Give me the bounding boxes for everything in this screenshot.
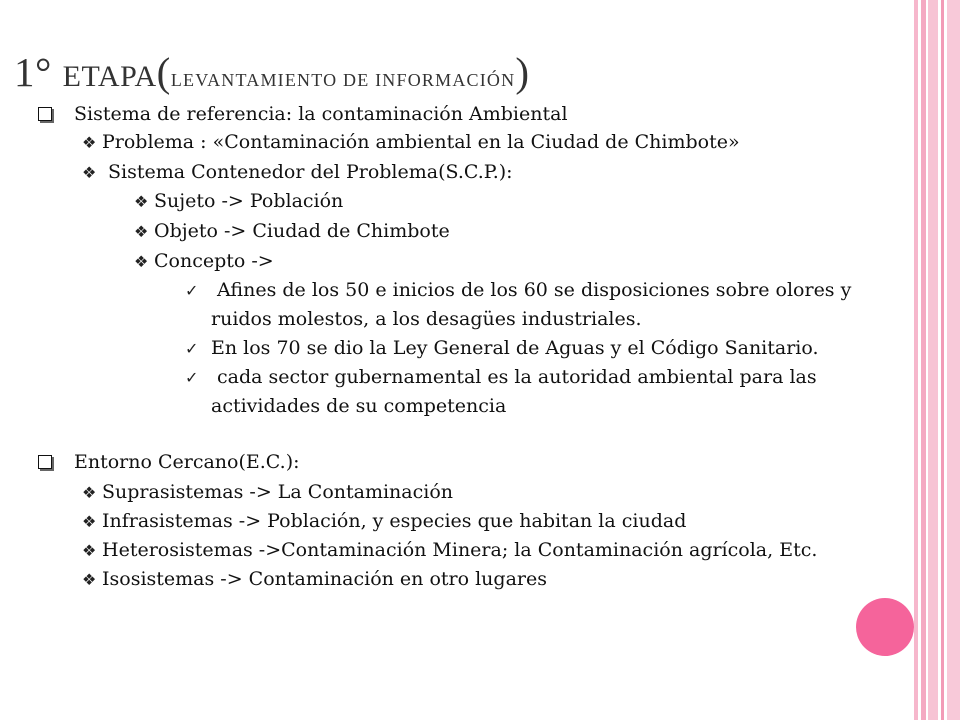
sub-list-item <box>134 189 343 214</box>
list-item-text: Isosistemas -> Contaminación en otro lugares <box>102 568 547 590</box>
check-item-text: cada sector gubernamental es la autoridad ambiental para las <box>211 366 817 388</box>
check-bullet-icon: ✓ <box>185 281 199 300</box>
title-close-paren: ) <box>515 49 530 95</box>
check-bullet-icon: ✓ <box>185 368 199 387</box>
section-heading-text: Entorno Cercano(E.C.): <box>74 451 300 473</box>
sub-list-item-text: Objeto -> Ciudad de Chimbote <box>154 220 450 242</box>
check-item <box>185 278 851 303</box>
list-item <box>82 538 817 563</box>
section-heading-text: Sistema de referencia: la contaminación Ambiental <box>74 103 568 125</box>
sub-list-item-text: Sujeto -> Población <box>154 190 344 212</box>
list-item-text: Sistema Contenedor del Problema(S.C.P.): <box>102 161 513 183</box>
title-subtitle: LEVANTAMIENTO DE INFORMACIÓN <box>170 70 516 90</box>
list-item <box>82 130 740 155</box>
list-item-text: Suprasistemas -> La Contaminación <box>102 481 454 503</box>
section-heading <box>38 450 300 474</box>
check-item-continuation <box>211 394 506 418</box>
check-item <box>185 365 817 390</box>
diamond-bullet-icon: ❖ <box>134 252 149 271</box>
list-item <box>82 160 513 185</box>
diamond-bullet-icon: ❖ <box>82 483 97 502</box>
diamond-bullet-icon: ❖ <box>82 512 97 531</box>
square-bullet-icon <box>38 455 52 469</box>
title-number: 1° <box>14 49 52 95</box>
check-item-text: ruidos molestos, a los desagües industriales. <box>211 308 642 330</box>
list-item <box>82 480 453 505</box>
check-item-text: En los 70 se dio la Ley General de Aguas y el Código Sanitario. <box>211 337 819 359</box>
title-open-paren: ( <box>156 49 171 95</box>
list-item <box>82 509 686 534</box>
diamond-bullet-icon: ❖ <box>82 570 97 589</box>
check-item-text: actividades de su competencia <box>211 395 507 417</box>
section-heading <box>38 102 568 126</box>
check-item-text: Afines de los 50 e inicios de los 60 se disposiciones sobre olores y <box>211 279 852 301</box>
diamond-bullet-icon: ❖ <box>82 163 97 182</box>
check-item <box>185 336 819 361</box>
list-item-text: Problema : «Contaminación ambiental en la Ciudad de Chimbote» <box>102 131 740 153</box>
sub-list-item <box>134 249 274 274</box>
check-bullet-icon: ✓ <box>185 339 199 358</box>
list-item-text: Infrasistemas -> Población, y especies que habitan la ciudad <box>102 510 687 532</box>
square-bullet-icon <box>38 107 52 121</box>
diamond-bullet-icon: ❖ <box>134 222 149 241</box>
sub-list-item <box>134 219 450 244</box>
diamond-bullet-icon: ❖ <box>82 133 97 152</box>
diamond-bullet-icon: ❖ <box>134 192 149 211</box>
diamond-bullet-icon: ❖ <box>82 541 97 560</box>
check-item-continuation <box>211 307 642 331</box>
list-item-text: Heterosistemas ->Contaminación Minera; la Contaminación agrícola, Etc. <box>102 539 818 561</box>
list-item <box>82 567 547 592</box>
title-word: ETAPA <box>62 60 157 93</box>
sub-list-item-text: Concepto -> <box>154 250 274 272</box>
